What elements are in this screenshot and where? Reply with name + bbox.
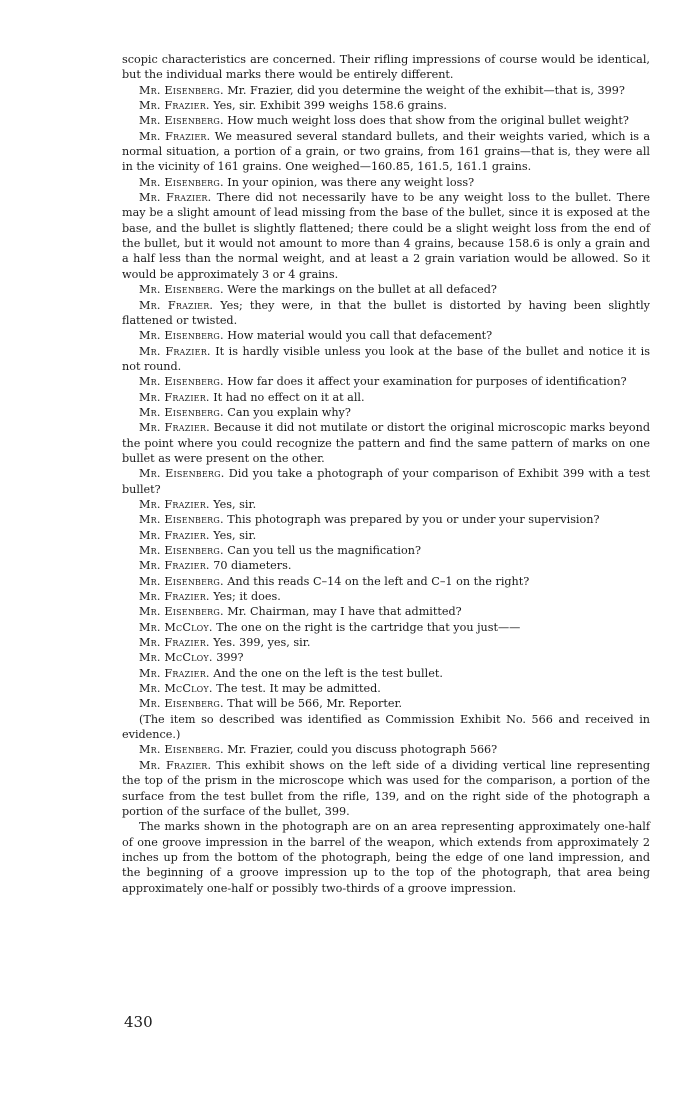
speaker: Mr. McCloy. [139, 620, 213, 634]
paragraph: Mr. Eisenberg. Were the markings on the bullet at all defaced? [139, 283, 497, 297]
paragraph: Mr. Frazier. And the one on the left is the test bullet. [139, 666, 443, 680]
paragraph: Mr. Eisenberg. This photograph was prepared by you or under your supervision? [139, 513, 600, 527]
paragraph: Mr. Eisenberg. How material would you call that defacement? [139, 329, 493, 343]
paragraph: The marks shown in the photograph are on an area representing approximately one-half of one groove impression in the barrel of the weapon, which extends from approximately 2 inches up from the bottom of the photograph, being the edge of one land impression, and the beginning of a groove impression up to the top of the photograph, that area being approximately one-half or possibly two-thirds of a groove impression. [122, 820, 650, 895]
speaker: Mr. McCloy. [139, 651, 213, 665]
paragraph: Mr. Eisenberg. And this reads C–14 on the left and C–1 on the right? [139, 574, 530, 588]
speaker: Mr. Frazier. [139, 99, 210, 113]
speaker: Mr. Eisenberg. [139, 114, 224, 128]
speaker: Mr. Frazier. [139, 590, 210, 604]
speaker: Mr. Frazier. [139, 129, 211, 143]
paragraph: Mr. Frazier. Yes, sir. Exhibit 399 weighs 158.6 grains. [139, 99, 447, 113]
paragraph: Mr. Eisenberg. How far does it affect your examination for purposes of identification? [139, 375, 627, 389]
paragraph: Mr. McCloy. 399? [139, 651, 244, 665]
speaker: Mr. Frazier. [139, 298, 214, 312]
speaker: Mr. Eisenberg. [139, 743, 224, 757]
speaker: Mr. Frazier. [139, 559, 210, 573]
paragraph: Mr. Frazier. It is hardly visible unless you look at the base of the bullet and notice it is not round. [122, 344, 650, 373]
speaker: Mr. McCloy. [139, 682, 213, 696]
paragraph: Mr. Frazier. Yes, sir. [139, 497, 257, 511]
paragraph: Mr. Eisenberg. Mr. Chairman, may I have that admitted? [139, 605, 462, 619]
speaker: Mr. Eisenberg. [139, 83, 224, 97]
paragraph: Mr. Frazier. Because it did not mutilate or distort the original microscopic marks beyond the point where you could recognize the pattern and find the same pattern of marks on one bullet as were present on the other. [122, 421, 650, 465]
speaker: Mr. Frazier. [139, 758, 212, 772]
paragraph: Mr. Frazier. This exhibit shows on the left side of a dividing vertical line representing the top of the prism in the microscope which was used for the comparison, a portion of the surface from the test bullet from the rifle, 139, and on the right side of the photograph a portion of the surface of the bullet, 399. [122, 758, 650, 818]
paragraph: Mr. Frazier. Yes; they were, in that the bullet is distorted by having been slightly flattened or twisted. [122, 298, 650, 327]
paragraph: Mr. Eisenberg. Mr. Frazier, could you discuss photograph 566? [139, 743, 498, 757]
paragraph: Mr. Frazier. There did not necessarily have to be any weight loss to the bullet. There may be a slight amount of lead missing from the base of the bullet, since it is exposed at the base, and the bullet is slightly flattened; there could be a slight weight loss from the end of the bullet, but it would not amount to more than 4 grains, because 158.6 is only a grain and a half less than the normal weight, and at least a 2 grain variation would be allowed. So it would be approximately 3 or 4 grains. [122, 191, 650, 281]
paragraph: Mr. Eisenberg. Can you explain why? [139, 405, 351, 419]
paragraph: Mr. Eisenberg. Did you take a photograph of your comparison of Exhibit 399 with a test bullet? [122, 467, 650, 496]
stage-direction: (The item so described was identified as Commission Exhibit No. 566 and received in evidence.) [122, 712, 650, 742]
speaker: Mr. Eisenberg. [139, 544, 224, 557]
paragraph: Mr. McCloy. The one on the right is the cartridge that you just—— [139, 620, 521, 634]
page-number: 430 [124, 1013, 153, 1031]
paragraph: Mr. Frazier. Yes. 399, yes, sir. [139, 636, 311, 650]
speaker: Mr. Eisenberg. [139, 329, 224, 343]
speaker: Mr. Frazier. [139, 344, 211, 358]
speaker: Mr. Eisenberg. [139, 405, 224, 419]
paragraph: Mr. McCloy. The test. It may be admitted. [139, 682, 381, 696]
speaker: Mr. Frazier. [139, 636, 210, 650]
paragraph: Mr. Frazier. Yes, sir. [139, 528, 257, 542]
paragraph: Mr. Frazier. Yes; it does. [139, 590, 281, 604]
speaker: Mr. Eisenberg. [139, 375, 224, 389]
speaker: Mr. Eisenberg. [139, 574, 224, 588]
speaker: Mr. Frazier. [139, 421, 210, 435]
speaker: Mr. Eisenberg. [139, 697, 224, 711]
paragraph: Mr. Eisenberg. How much weight loss does that show from the original bullet weight? [139, 114, 629, 128]
speaker: Mr. Eisenberg. [139, 467, 225, 481]
paragraph: Mr. Eisenberg. In your opinion, was there any weight loss? [139, 175, 475, 189]
paragraph: Mr. Eisenberg. Can you tell us the magnification? [139, 544, 421, 557]
paragraph: Mr. Eisenberg. That will be 566, Mr. Reporter. [139, 697, 403, 711]
speaker: Mr. Frazier. [139, 528, 210, 542]
document-body [122, 52, 650, 896]
paragraph: scopic characteristics are concerned. Their rifling impressions of course would be identical, but the individual marks there would be entirely different. [122, 53, 650, 82]
speaker: Mr. Frazier. [139, 191, 212, 205]
speaker: Mr. Frazier. [139, 497, 210, 511]
speaker: Mr. Eisenberg. [139, 513, 224, 527]
paragraph: Mr. Frazier. 70 diameters. [139, 559, 292, 573]
speaker: Mr. Frazier. [139, 390, 210, 404]
paragraph: Mr. Frazier. We measured several standard bullets, and their weights varied, which is a normal situation, a portion of a grain, or two grains, from 161 grains—that is, they were all in the vicinity of 161 grains. One weighed—160.85, 161.5, 161.1 grains. [122, 129, 650, 174]
speaker: Mr. Eisenberg. [139, 175, 224, 189]
paragraph: Mr. Frazier. It had no effect on it at all. [139, 390, 365, 404]
speaker: Mr. Eisenberg. [139, 605, 224, 619]
speaker: Mr. Frazier. [139, 666, 210, 680]
speaker: Mr. Eisenberg. [139, 283, 224, 297]
paragraph: Mr. Eisenberg. Mr. Frazier, did you determine the weight of the exhibit—that is, 399? [139, 83, 625, 97]
